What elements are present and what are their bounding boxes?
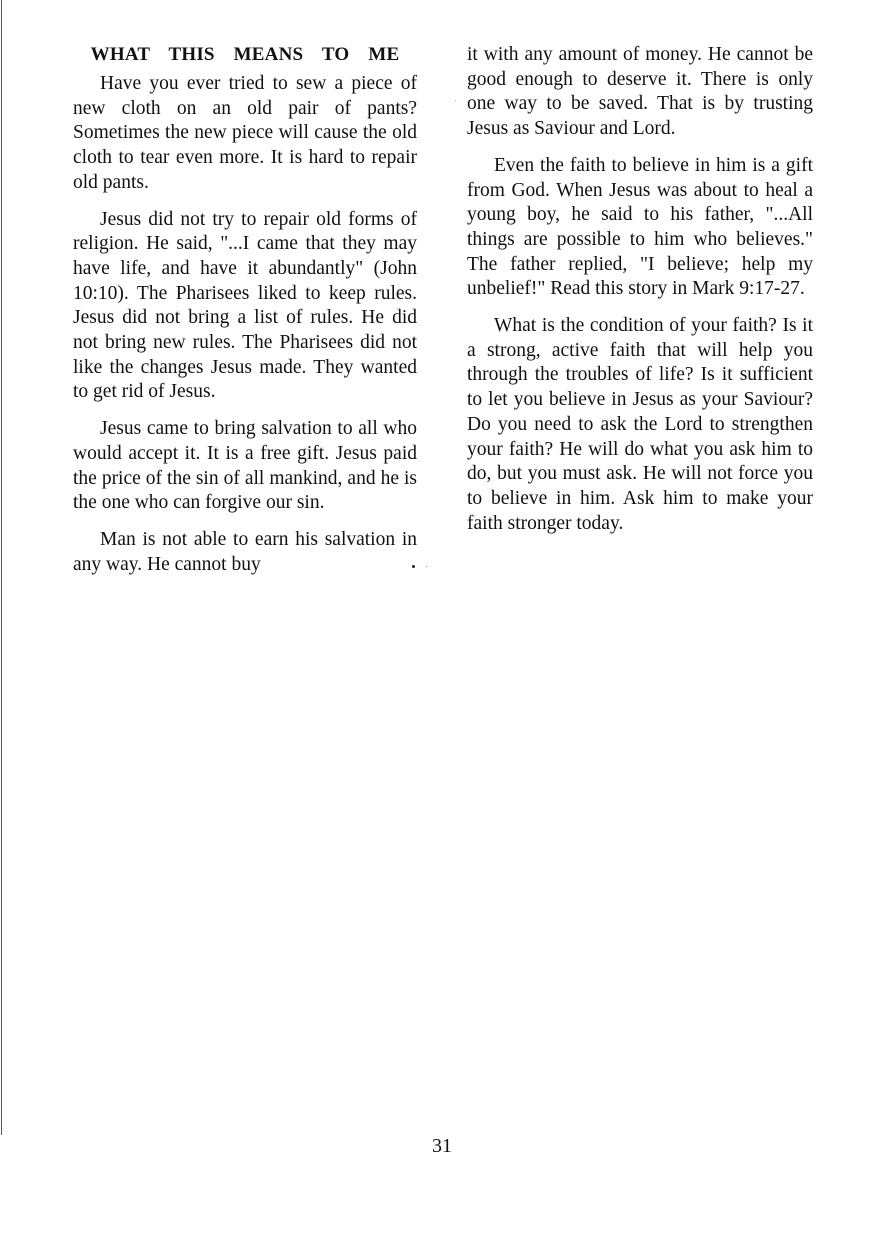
right-column — [467, 43, 813, 548]
page-edge-line — [1, 0, 2, 1135]
left-column — [73, 43, 417, 589]
paragraph-cannot-earn: Man is not able to earn his salvation in any way. He cannot buy — [73, 528, 417, 575]
scan-speck — [455, 100, 456, 101]
scan-speck — [412, 565, 415, 568]
paragraph-condition-of-faith: What is the condition of your faith? Is it a strong, active faith that will help you through the troubles of life? Is it sufficient to let you believe in Jesus as your Saviour? Do you need to ask the Lord to strengthen your faith? He will do what you ask him to do, but you must ask. He will not force you to believe in him. Ask him to make your faith stronger today. — [467, 315, 813, 534]
section-heading: WHAT THIS MEANS TO ME — [90, 44, 400, 65]
paragraph-old-religion: Jesus did not try to repair old forms of religion. He said, "...I came that they may have life, and have it abundantly" (John 10:10). The Pharisees liked to keep rules. Jesus did not bring a list of rules. He did not bring new rules. The Pharisees did not like the changes Jesus made. They wanted to get rid of Jesus. — [73, 208, 417, 403]
paragraph-continued: it with any amount of money. He cannot be good enough to deserve it. There is only one way to be saved. That is by trusting Jesus as Saviour and Lord. — [467, 44, 813, 140]
paragraph-new-cloth: Have you ever tried to sew a piece of new cloth on an old pair of pants? Sometimes the new piece will cause the old cloth to tear even more. It is hard to repair old pants. — [73, 73, 417, 193]
paragraph-salvation-gift: Jesus came to bring salvation to all who would accept it. It is a free gift. Jesus paid the price of the sin of all mankind, and he is the one who can forgive our sin. — [73, 418, 417, 514]
paragraph-faith-gift: Even the faith to believe in him is a gift from God. When Jesus was about to heal a young boy, he said to his father, "...All things are possible to him who believes." The father replied, "I believe; help my unbelief!" Read this story in Mark 9:17-27. — [467, 154, 813, 300]
page-number: 31 — [432, 1135, 452, 1157]
scan-speck — [426, 566, 427, 567]
